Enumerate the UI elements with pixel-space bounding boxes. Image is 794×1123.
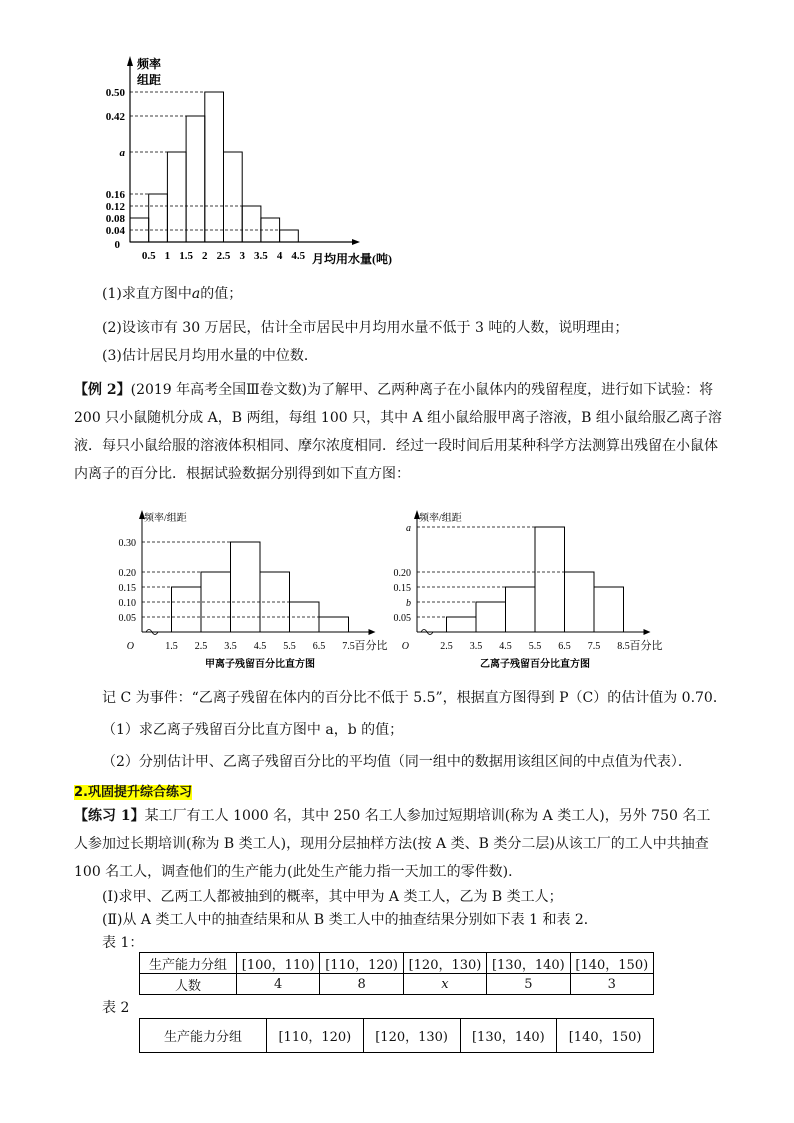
x-tick-label: 4 (276, 250, 283, 262)
x-tick-label: 1.5 (165, 641, 178, 652)
table-cell: 8 (320, 974, 403, 995)
y-axis-label: 组距 (137, 73, 162, 87)
x-tick-label: 7.5 (342, 641, 355, 652)
histogram-bar (231, 542, 261, 632)
origin-label: 0 (114, 239, 120, 251)
y-tick-label: 0.05 (393, 613, 411, 624)
origin-label: O (126, 641, 134, 652)
chart-title: 甲离子残留百分比直方图 (205, 659, 315, 670)
x-tick-label: 2.5 (216, 250, 231, 262)
x-tick-label: 4.5 (499, 641, 512, 652)
x-tick-label: 1.5 (179, 250, 193, 262)
histogram-bar (242, 206, 261, 242)
question-1: (1)求直方图中a的值； (102, 286, 243, 302)
event-c-note: 记 C 为事件：“乙离子残留在体内的百分比不低于 5.5”，根据直方图得到 P（C）的估计值为 0.70． (102, 690, 727, 706)
y-tick-label: 0.08 (105, 213, 125, 225)
x-axis-arrow (369, 629, 376, 635)
x-tick-label: 3.5 (254, 250, 268, 262)
table-cell: [100，110) (237, 953, 320, 974)
y-axis-label: 频率 (137, 57, 162, 71)
x-tick-label: 3.5 (469, 641, 483, 652)
table-1-caption: 表 1： (102, 935, 144, 951)
x-axis-label: 百分比 (354, 640, 388, 652)
table-cell: [140，150) (570, 953, 653, 974)
ion-b-histogram (385, 505, 665, 675)
y-axis-arrow (127, 56, 133, 66)
y-tick-label: 0.20 (393, 568, 411, 579)
x-tick-label: 3.5 (224, 641, 237, 652)
histogram-bar (280, 230, 299, 242)
table-cell: 5 (487, 974, 570, 995)
histogram-bar (476, 602, 506, 632)
table-cell: 人数 (140, 974, 237, 995)
x-tick-label: 4.5 (253, 641, 267, 652)
histogram-bar (205, 92, 224, 242)
histogram-bar (167, 152, 186, 242)
histogram-bar (201, 572, 231, 632)
histogram-bar (186, 116, 205, 242)
water-usage-histogram (90, 52, 420, 277)
x-tick-label: 7.5 (587, 641, 601, 652)
example-2-q2: （2）分别估计甲、乙离子残留百分比的平均值（同一组中的数据用该组区间的中点值为代表）． (102, 754, 692, 770)
y-tick-label: 0.20 (118, 568, 136, 579)
table-cell: [140，150) (557, 1019, 654, 1053)
table-cell: [120，130) (403, 953, 486, 974)
origin-label: O (401, 641, 409, 652)
table-cell: [130，140) (487, 953, 570, 974)
y-tick-label: 0.16 (105, 189, 125, 201)
practice-1-text: 【练习 1】某工厂有工人 1000 名，其中 250 名工人参加过短期培训(称为 A 类工人)，另外 750 名工人参加过长期培训(称为 B 类工人)，现用分层抽样方法(按 A 类、B 类分二层)从该工厂的工人中共抽查 100 名工人，调查他们的生产能力(此处生产能力指一天加工的零件数)． (74, 808, 711, 880)
x-tick-label: 5.5 (283, 641, 296, 652)
y-axis-label: 频率/组距 (419, 513, 462, 524)
question-3: (3)估计居民月均用水量的中位数． (102, 348, 318, 364)
section-heading: 2.巩固提升综合练习 (74, 785, 192, 800)
y-tick-label: 0.10 (118, 598, 136, 609)
x-tick-label: 4.5 (291, 250, 306, 262)
table-cell: [110，120) (320, 953, 403, 974)
table-cell: 3 (570, 974, 653, 995)
x-tick-label: 2.5 (194, 641, 208, 652)
y-tick-label: 0.05 (118, 613, 136, 624)
ion-a-histogram (110, 505, 388, 675)
question-2: (2)设该市有 30 万居民，估计全市居民中月均用水量不低于 3 吨的人数，说明理由； (102, 320, 629, 336)
table-cell: [120，130) (363, 1019, 460, 1053)
y-tick-label: a (119, 147, 125, 159)
x-axis-label: 月均用水量(吨) (312, 252, 392, 266)
table-cell: [130，140) (460, 1019, 557, 1053)
y-tick-label: 0.12 (105, 201, 125, 213)
x-axis-arrow (352, 239, 360, 245)
y-axis-label: 频率/组距 (144, 513, 187, 524)
y-tick-label: 0.50 (105, 87, 125, 99)
histogram-bar (565, 572, 595, 632)
x-tick-label: 2 (202, 250, 208, 262)
x-tick-label: 1 (164, 250, 171, 262)
x-tick-label: 6.5 (558, 641, 571, 652)
y-tick-label: 0.04 (105, 225, 125, 237)
y-tick-label: b (406, 598, 411, 609)
x-tick-label: 0.5 (141, 250, 156, 262)
table-cell: 生产能力分组 (140, 1019, 267, 1053)
table-cell: x (403, 974, 486, 995)
table-cell: [110，120) (267, 1019, 364, 1053)
x-tick-label: 5.5 (528, 641, 542, 652)
histogram-bar (506, 587, 536, 632)
y-tick-label: 0.15 (118, 583, 136, 594)
x-axis-arrow (644, 629, 651, 635)
y-tick-label: 0.15 (393, 583, 411, 594)
table-2 (139, 1018, 654, 1053)
x-tick-label: 6.5 (312, 641, 326, 652)
chart-title: 乙离子残留百分比直方图 (480, 659, 590, 670)
y-tick-label: a (406, 523, 411, 534)
example-2-text: 【例 2】(2019 年高考全国Ⅲ卷文数)为了解甲、乙两种离子在小鼠体内的残留程度，进行如下试验：将 200 只小鼠随机分成 A，B 两组，每组 100 只，其中 A 组小鼠给服甲离子溶液，B 组小鼠给服乙离子溶液．每只小鼠给服的溶液体积相同、摩尔浓度相同．经过一段时间后用某种科学方法测算出残留在小鼠体内离子的百分比．根据试验数据分别得到如下直方图： (74, 382, 722, 482)
histogram-bar (224, 152, 243, 242)
histogram-bar (149, 194, 168, 242)
histogram-bar (172, 587, 202, 632)
histogram-bar (447, 617, 477, 632)
y-tick-label: 0.30 (118, 538, 136, 549)
table-1 (139, 952, 654, 995)
table-cell: 4 (237, 974, 320, 995)
example-2-q1: （1）求乙离子残留百分比直方图中 a，b 的值； (102, 722, 404, 738)
table-2-caption: 表 2 (102, 1000, 130, 1016)
practice-1-q1: (Ⅰ)求甲、乙两工人都被抽到的概率，其中甲为 A 类工人，乙为 B 类工人； (102, 889, 563, 905)
y-tick-label: 0.42 (105, 111, 125, 123)
table-cell: 生产能力分组 (140, 953, 237, 974)
x-axis-label: 百分比 (629, 640, 663, 652)
x-tick-label: 8.5 (617, 641, 630, 652)
histogram-bar (535, 527, 565, 632)
histogram-bar (594, 587, 624, 632)
x-tick-label: 3 (239, 250, 245, 262)
x-tick-label: 2.5 (440, 641, 453, 652)
practice-1-q2: (Ⅱ)从 A 类工人中的抽查结果和从 B 类工人中的抽查结果分别如下表 1 和表 2． (102, 912, 598, 928)
histogram-bar (319, 617, 349, 632)
